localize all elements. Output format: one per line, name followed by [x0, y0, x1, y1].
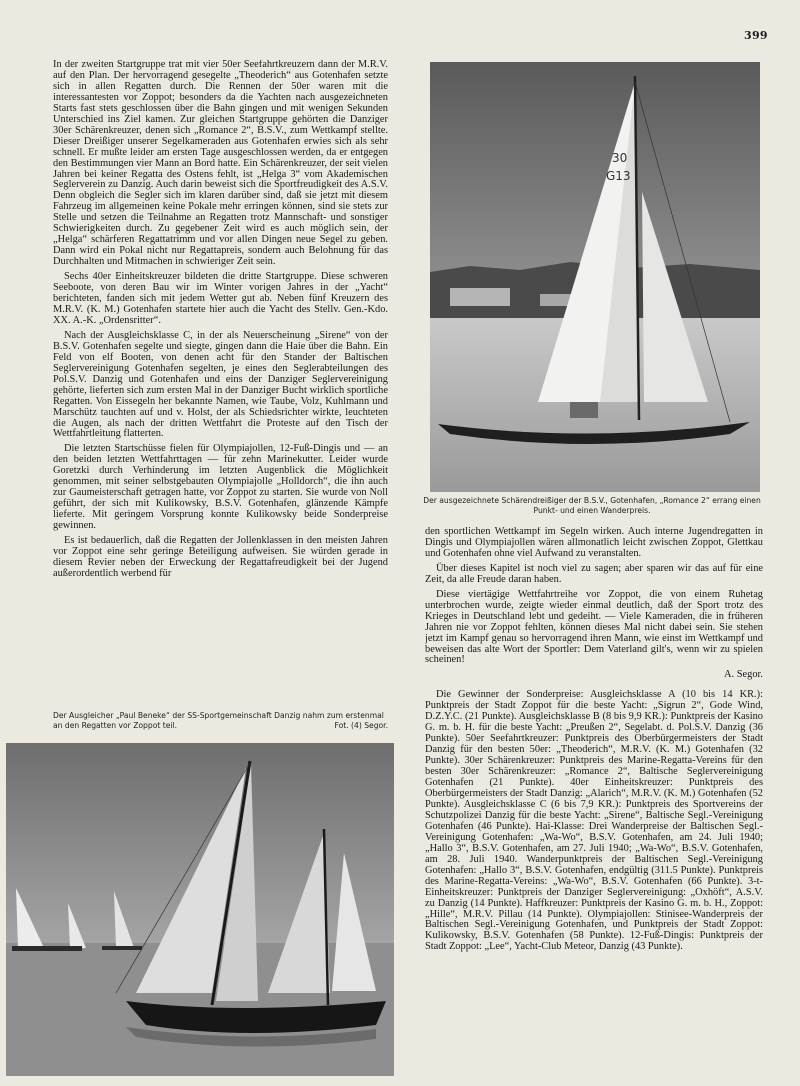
- caption-text: Der Ausgleicher „Paul Beneke“ der SS-Sportgemeinschaft Danzig nahm zum erstenmal an den Regatten vor Zoppot teil.: [53, 711, 384, 730]
- signature-line: [425, 670, 763, 681]
- article-left-column: [53, 60, 388, 712]
- paragraph: Über dieses Kapitel ist noch viel zu sagen; aber sparen wir das auf für eine Zeit, da alle Freude daran haben.: [425, 562, 763, 585]
- paragraph: In der zweiten Startgruppe trat mit vier 50er Seefahrtkreuzern dann der M.R.V. auf den Plan. Der hervorragend gesegelte „Theoderich“ aus Gotenhafen setzte sich in allen Regatten durch. Die Rennen der 50er waren mit die interessantesten vor Zoppot; besonders da die Yachten nach ausgezeichneten Starts fast stets geschlossen über die Bahn gingen und mit wenigen Sekunden Unterschied ins Ziel kamen. Zur gleichen Startgruppe gehörten die Danziger 30er Schärenkreuzer, denen sich „Romance 2“, B.S.V., zum Wettkampf stellte. Dieser Dreißiger unserer Segelkameraden aus Gotenhafen erwies sich als sehr schnell. Er mußte leider am ersten Tage ausgeschlossen werden, da er entgegen den Bestimmungen vier Mann an Bord hatte. Ein Schärenkreuzer, der seit vielen Jahren bei keiner Regatta des Ostens fehlt, ist „Helga 3“ vom Akademischen Seglerverein zu Danzig. Auch darin beweist sich die Sportfreudigkeit des A.S.V. Denn obgleich die Segler sich im klaren darüber sind, daß sie jetzt mit diesem Fahrzeug im allgemeinen keine Pokale mehr erringen können, sind sie stets zur Stelle und setzen die Teilnahme an Regatten trotz Mannschaft- und sonstiger Schwierigkeiten durch. Zu gegebener Zeit wird es auch möglich sein, der „Helga“ schärferen Regattatrimm und vor allen Dingen neue Segel zu geben. Dann wird ein Pokal nicht nur Regattapreis, sondern auch Belohnung für das Durchhalten und Mitmachen in schwieriger Zeit sein.: [53, 60, 388, 268]
- sail-letters: G13: [606, 169, 631, 183]
- paragraph: Sechs 40er Einheitskreuzer bildeten die dritte Startgruppe. Diese schweren Seeboote, von deren Bau wir im Winter vorigen Jahres in der „Yacht“ berichteten, fanden sich mit jedem Wetter gut ab. Neben fünf Kreuzern des M.R.V. (K. M.) Gotenhafen startete hier auch die Yacht des Stellv. Gen.-Kdo. XX. A.-K. „Ordensritter“.: [53, 271, 388, 326]
- caption-bottom-photo: [53, 711, 388, 730]
- sail-number: 30: [612, 151, 628, 165]
- winners-list: Die Gewinner der Sonderpreise: Ausgleichsklasse A (10 bis 14 KR.): Punktpreis der Stadt Zoppot für die beste Yacht: „Sigrun 2“, Gode Wind, D.Z.Y.C. (21 Punkte). Ausgleichsklasse B (8 bis 9,9 KR.): Punktpreis der Kasino G. m. b. H. für die beste Yacht: „Preußen 2“, Segelabt. d. Pol.S.V. Danzig (36 Punkte). 50er Seefahrtkreuzer: Punktpreis des Oberbürgermeisters der Stadt Danzig für den besten 50er: „Theoderich“, M.R.V. (K. M.) Gotenhafen (32 Punkte). 30er Schärenkreuzer: Punktpreis des Marine-Regatta-Vereins für den besten 30er Schärenkreuzer: „Romance 2“, Baltische Seglervereinigung Gotenhafen (21 Punkte). 40er Einheitskreuzer: Punktpreis des Oberbürgermeisters der Stadt Danzig: „Alarich“, M.R.V. (K. M.) Gotenhafen (52 Punkte). Ausgleichsklasse C (6 bis 7,9 KR.): Punktpreis des Sportvereins der Schutzpolizei Danzig für die beste Yacht: „Sirene“, Baltische Segl.-Vereinigung Gotenhafen (46 Punkte). Hai-Klasse: Drei Wanderpreise der Baltischen Segl.-Vereinigung Gotenhafen: „Wa-Wo“, B.S.V. Gotenhafen, am 24. Juli 1940; „Hallo 3“, B.S.V. Gotenhafen, am 27. Juli 1940; „Wa-Wo“, B.S.V. Gotenhafen, am 28. Juli 1940. Wanderpunktpreis der Baltischen Segl.-Vereinigung Gotenhafen: „Hallo 3“, B.S.V. Gotenhafen, endgültig (311.5 Punkte). Punktpreis des Marine-Regatta-Vereins: „Wa-Wo“, B.S.V. Gotenhafen (66 Punkte). 3-t-Einheitskreuzer: Punktpreis der Danziger Seglervereinigung: „Oxhöft“, A.S.V. zu Danzig (14 Punkte). Haffkreuzer: Punktpreis der Kasino G. m. b. H., Zoppot: „Hille“, M.R.V. Pillau (14 Punkte). Olympiajollen: Stinisee-Wanderpreis der Baltischen Segl.-Vereinigung Gotenhafen, und Punktpreis der Stadt Zoppot: Kulikowsky, B.S.V. Gotenhafen (58 Punkte). 12-Fuß-Dingis: Punktpreis der Stadt Zoppot: „Lee“, Yacht-Club Meteor, Danzig (43 Punkte).: [425, 689, 763, 953]
- photo-paul-beneke-yacht: [6, 743, 394, 1076]
- paragraph: Nach der Ausgleichsklasse C, in der als Neuerscheinung „Sirene“ von der B.S.V. Gotenhafen segelte und siegte, gingen dann die Haie über die Bahn. Ein Feld von elf Booten, von denen acht für den Stander der Baltischen Seglervereinigung Gotenhafen segelten, je eines den Seglerabteilungen des Pol.S.V. Danzig und Gotenhafen und eins der Danziger Seglervereinigung gehörte, lieferten sich zum ersten Mal in der Danziger Bucht wirklich sportliche Regatten. Von Eissegeln her bekannte Namen, wie Taube, Volz, Kuhlmann und Marschütz tauchten auf und v. Holst, der als Schiedsrichter wirkte, leuchteten die Augen, als nach der dritten Wettfahrt die Proteste auf den Tisch der Wettfahrtleitung flatterten.: [53, 329, 388, 440]
- paragraph: Es ist bedauerlich, daß die Regatten der Jollenklassen in den meisten Jahren vor Zoppot eine sehr geringe Beteiligung aufweisen. Sie würden gerade in diesem Revier neben der Erweckung der Regattafreudigkeit bei der Jugend außerordentlich werbend für: [53, 535, 388, 579]
- page-number: 399: [744, 29, 768, 42]
- caption-top-photo: Der ausgezeichnete Schärendreißiger der B.S.V., Gotenhafen, „Romance 2“ errang einen Punkt- und einen Wanderpreis.: [423, 496, 761, 515]
- author-signature: A. Segor.: [724, 669, 763, 681]
- photo-romance-yacht: [430, 62, 760, 492]
- photo-credit: Fot. (4) Segor.: [334, 720, 388, 730]
- article-right-column: [425, 527, 763, 1062]
- paragraph: Die letzten Startschüsse fielen für Olympiajollen, 12-Fuß-Dingis und — an den beiden letzten Wettfahrttagen — für zehn Marinekutter. Leider wurde Goretzki durch Verhinderung im letzten Augenblick die Möglichkeit genommen, mit seiner selbstgebauten Olympiajolle „Holldorch“, die ihn auch zur Gaumeisterschaft getragen hatte, vor Zoppot zu starten. Sie wurde von Noll geführt, der sich mit Kulikowsky, B.S.V. Gotenhafen, glänzende Kämpfe lieferte. Mit geringem Vorsprung konnte Kulikowsky beide Sonderpreise gewinnen.: [53, 443, 388, 532]
- paragraph: Diese viertägige Wettfahrtreihe vor Zoppot, die von einem Ruhetag unterbrochen wurde, zeigte wieder einmal deutlich, daß der Sport trotz des Krieges in Deutschland lebt und gedeiht. — Viele Kameraden, die in früheren Jahren nie vor Zoppot fehlten, können dieses Mal nicht dabei sein. Sie stehen jetzt im Kampf genau so hervorragend ihren Mann, wie einst im Wettkampf und beweisen das alte Wort der Sportler: Dem Vaterland gilt's, wenn wir zu spielen scheinen!: [425, 588, 763, 666]
- paragraph: den sportlichen Wettkampf im Segeln wirken. Auch interne Jugendregatten in Dingis und Olympiajollen wären allmonatlich leicht zwischen Zoppot, Glettkau und Gotenhafen ohne viel Aufwand zu veranstalten.: [425, 527, 763, 559]
